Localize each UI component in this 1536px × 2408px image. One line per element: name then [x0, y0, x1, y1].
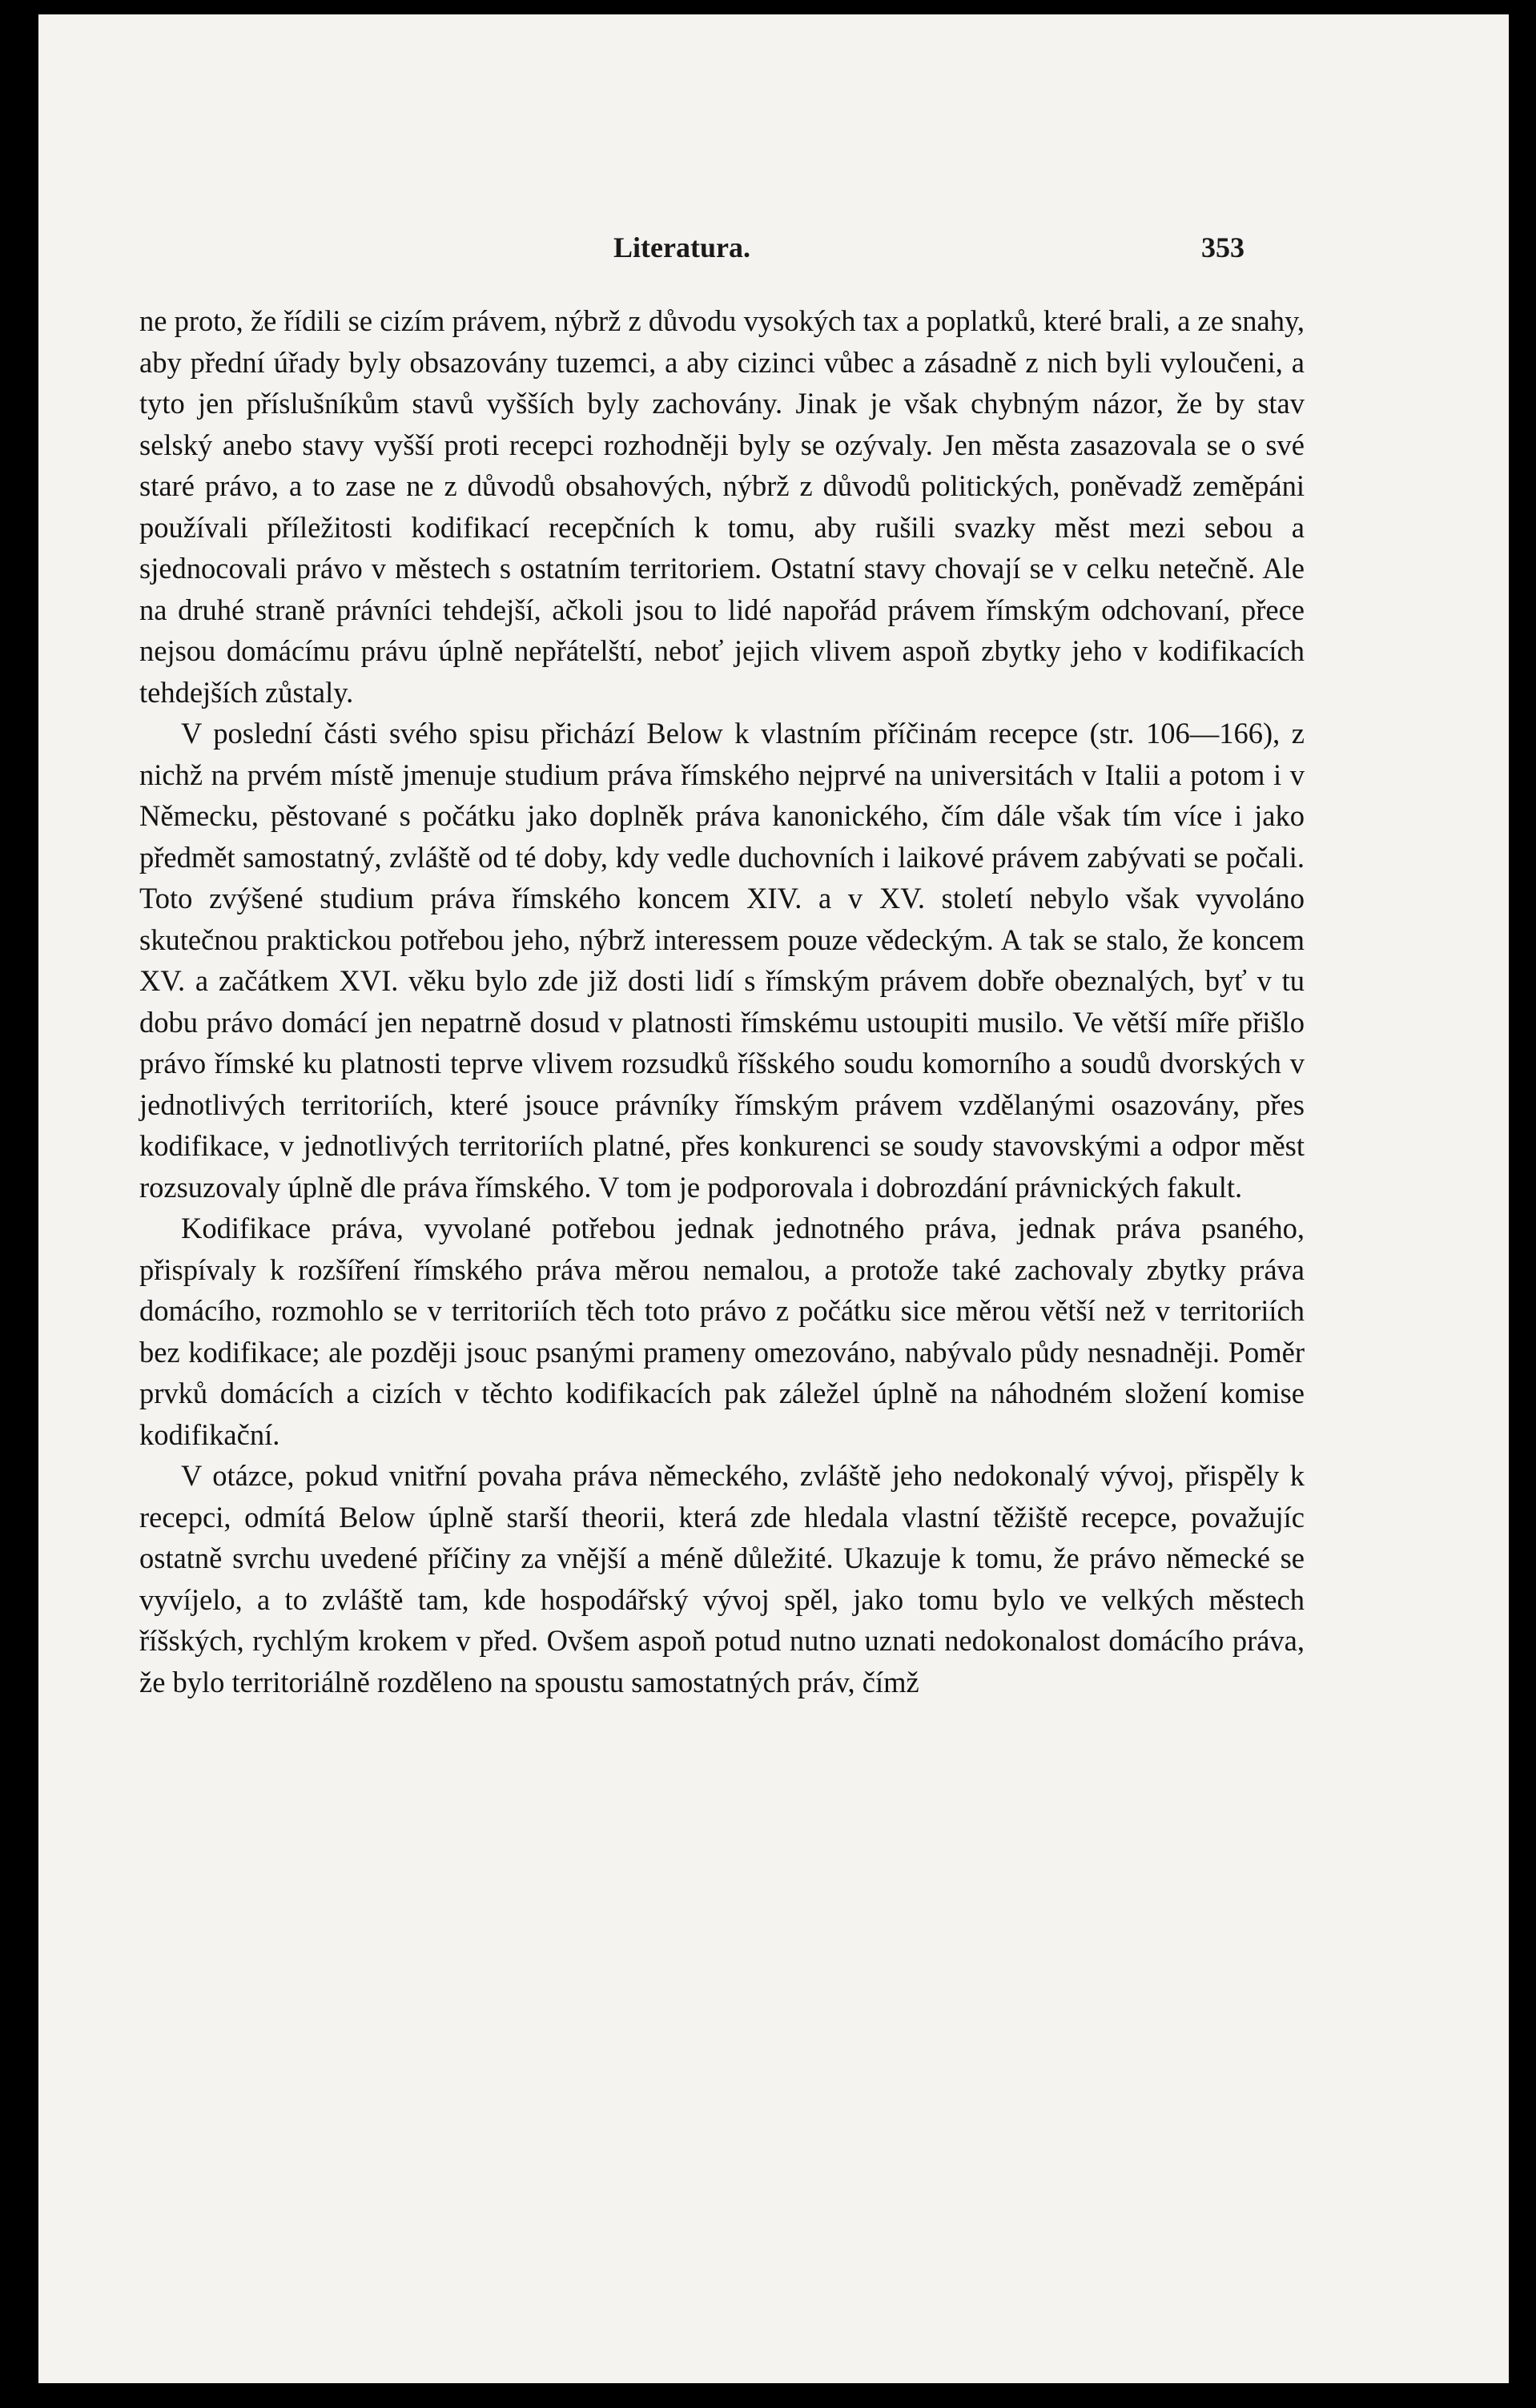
paragraph-continued: ne proto, že řídili se cizím právem, nýbrž z důvodu vysokých tax a poplatků, které brali, a ze snahy, aby přední úřady byly obsazovány tuzemci, a aby cizinci vůbec a zásadně z nich byli vyloučeni, a tyto jen příslušníkům stavů vyšších byly zachovány. Jinak je však chybným názor, že by stav selský anebo stavy vyšší proti recepci rozhodněji byly se ozývaly. Jen města zasazovala se o své staré právo, a to zase ne z důvodů obsahových, nýbrž z důvodů politických, poněvadž zeměpáni používali příležitosti kodifikací recepčních k tomu, aby rušili svazky měst mezi sebou a sjednocovali právo v městech s ostatním territoriem. Ostatní stavy chovají se v celku netečně. Ale na druhé straně právníci tehdejší, ačkoli jsou to lidé napořád právem římským odchovaní, přece nejsou domácímu právu úplně nepřátelští, neboť jejich vlivem aspoň zbytky jeho v kodifikacích tehdejších zůstaly.: [139, 304, 1305, 709]
paragraph-codification: Kodifikace práva, vyvolané potřebou jednak jednotného práva, jednak práva psaného, přispívaly k rozšíření římského práva měrou nemalou, a protože také zachovaly zbytky práva domácího, rozmohlo se v territoriích těch toto právo z počátku sice měrou větší než v territoriích bez kodifikace; ale později jsouc psanými prameny omezováno, nabývalo půdy nesnadněji. Poměr prvků domácích a cizích v těchto kodifikacích pak záležel úplně na náhodném složení komise kodifikační.: [139, 1212, 1305, 1451]
paragraph-causes-of-reception: V poslední části svého spisu přichází Below k vlastním příčinám recepce (str. 106—166), z nichž na prvém místě jmenuje studium práva římského nejprvé na universitách v Italii a potom i v Německu, pěstované s počátku jako doplněk práva kanonického, čím dále však tím více i jako předmět samostatný, zvláště od té doby, kdy vedle duchovních i laikové právem zabývati se počali. Toto zvýšené studium práva římského koncem XIV. a v XV. století nebylo však vyvoláno skutečnou praktickou potřebou jeho, nýbrž interessem pouze vědeckým. A tak se stalo, že koncem XV. a začátkem XVI. věku bylo zde již dosti lidí s římským právem dobře obeznalých, byť v tu dobu právo domácí jen nepatrně dosud v platnosti římskému ustoupiti musilo. Ve větší míře přišlo právo římské ku platnosti teprve vlivem rozsudků říšského soudu komorního a soudů dvorských v jednotlivých territoriích, které jsouce právníky římským právem vzdělanými osazovány, přes kodifikace, v jednotlivých territoriích platné, přes konkurenci se soudy stavovskými a odpor měst rozsuzovaly úplně dle práva římského. V tom je podporovala i dobrozdání právnických fakult.: [139, 717, 1305, 1204]
book-page: [38, 14, 1509, 2383]
page-header: [38, 231, 1509, 271]
running-title: Literatura.: [613, 231, 750, 263]
body-text: [139, 300, 1305, 1702]
paragraph-internal-nature: V otázce, pokud vnitřní povaha práva německého, zvláště jeho nedokonalý vývoj, přispěly k recepci, odmítá Below úplně starší theorii, která zde hledala vlastní těžiště recepce, považujíc ostatně svrchu uvedené příčiny za vnější a méně důležité. Ukazuje k tomu, že právo německé se vyvíjelo, a to zvláště tam, kde hospodářský vývoj spěl, jako tomu bylo ve velkých městech říšských, rychlým krokem v před. Ovšem aspoň potud nutno uznati nedokonalost domácího práva, že bylo territoriálně rozděleno na spoustu samostatných práv, čímž: [139, 1459, 1305, 1698]
page-number: 353: [1201, 231, 1244, 263]
